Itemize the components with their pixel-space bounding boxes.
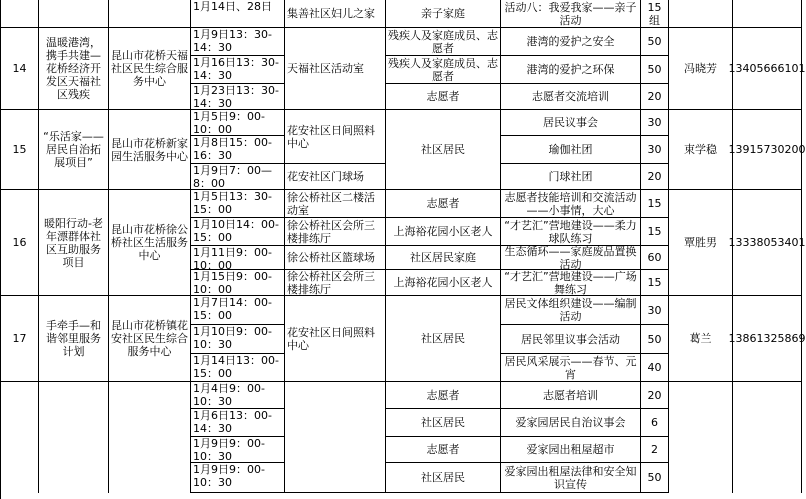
contact-person: 束学稳	[669, 110, 733, 190]
contact-phone	[733, 382, 802, 493]
activity-place: 集善社区妇儿之家	[285, 0, 386, 28]
activity-place: 天福社区活动室	[285, 28, 386, 110]
activity-time: 1月14日13：00-15：00	[191, 354, 285, 382]
activity-time: 1月6日13：00-14：30	[191, 409, 285, 437]
activity-time: 1月10日14：00-15：00	[191, 218, 285, 246]
project-name: 温暖港湾，携手共建—花桥经济开发区天福社区残疾	[39, 28, 109, 110]
activity-place: 花安社区日间照料中心	[285, 296, 386, 382]
activity-content: 居民文体组织建设——编制活动	[501, 296, 641, 325]
target-group: 残疾人及家庭成员、志愿者	[386, 56, 501, 84]
target-group: 上海裕花园小区老人	[386, 270, 501, 296]
activity-place: 徐公桥社区篮球场	[285, 246, 386, 270]
activity-place: 徐公桥社区会所三楼排练厅	[285, 218, 386, 246]
target-group: 上海裕花园小区老人	[386, 218, 501, 246]
participant-count: 20	[641, 382, 669, 409]
activity-time: 1月8日15：00-16：30	[191, 136, 285, 164]
organizer: 昆山市花桥天福社区民生综合服务中心	[109, 28, 191, 110]
contact-person	[669, 0, 733, 28]
contact-person: 葛兰	[669, 296, 733, 382]
activity-time: 1月15日9：00-10：00	[191, 270, 285, 296]
organizer: 昆山市花桥新家园生活服务中心	[109, 110, 191, 190]
activity-time: 1月5日13：30-15：00	[191, 190, 285, 218]
activity-place: 花安社区门球场	[285, 164, 386, 190]
activity-content: 门球社团	[501, 164, 641, 190]
activity-content: 志愿者技能培训和交流活动——小事情，大心	[501, 190, 641, 218]
target-group: 残疾人及家庭成员、志愿者	[386, 28, 501, 56]
activity-content: 瑜伽社团	[501, 136, 641, 164]
participant-count: 20	[641, 84, 669, 110]
activity-time: 1月11日9：00-10：00	[191, 246, 285, 270]
participant-count: 15	[641, 190, 669, 218]
participant-count: 50	[641, 28, 669, 56]
organizer: 昆山市花桥徐公桥社区生活服务中心	[109, 190, 191, 296]
project-name	[39, 382, 109, 493]
participant-count: 2	[641, 437, 669, 463]
participant-count: 50	[641, 56, 669, 84]
activity-time: 1月14日、28日	[191, 0, 285, 28]
participant-count: 60	[641, 246, 669, 270]
participant-count: 15	[641, 218, 669, 246]
activity-content: 活动八：我爱我家——亲子活动	[501, 0, 641, 28]
activity-place: 花安社区日间照料中心	[285, 110, 386, 164]
row-number: 16	[1, 190, 39, 296]
activity-content: 爱家园出租屋法律和安全知识宣传	[501, 463, 641, 493]
contact-phone	[733, 0, 802, 28]
activity-time: 1月9日9：00-10：30	[191, 463, 285, 493]
activity-place: 徐公桥社区二楼活动室	[285, 190, 386, 218]
contact-phone: 13405666101	[733, 28, 802, 110]
participant-count: 15	[641, 270, 669, 296]
activity-place: 徐公桥社区会所三楼排练厅	[285, 270, 386, 296]
target-group: 社区居民	[386, 409, 501, 437]
activity-time: 1月7日14：00-15：00	[191, 296, 285, 325]
participant-count: 15组	[641, 0, 669, 28]
activity-place	[285, 382, 386, 493]
activity-content: 爱家园居民自治议事会	[501, 409, 641, 437]
participant-count: 30	[641, 110, 669, 136]
participant-count: 50	[641, 463, 669, 493]
activity-content: 生态循环——家庭废品置换活动	[501, 246, 641, 270]
project-name: 暖阳行动-老年漂群体社区互助服务项目	[39, 190, 109, 296]
participant-count: 50	[641, 325, 669, 354]
activity-time: 1月23日13：30-14：30	[191, 84, 285, 110]
project-name: “乐活家——居民自治拓展项目”	[39, 110, 109, 190]
activity-time: 1月9日13：30-14：30	[191, 28, 285, 56]
organizer	[109, 382, 191, 493]
activity-time: 1月5日9：00-10：00	[191, 110, 285, 136]
project-name: 手牵手—和谐邻里服务计划	[39, 296, 109, 382]
target-group: 社区居民	[386, 463, 501, 493]
activity-time: 1月9日7：00—8：00	[191, 164, 285, 190]
target-group: 志愿者	[386, 437, 501, 463]
activity-content: 港湾的爱护之环保	[501, 56, 641, 84]
participant-count: 30	[641, 136, 669, 164]
participant-count: 6	[641, 409, 669, 437]
row-number: 15	[1, 110, 39, 190]
organizer: 昆山市花桥镇花安社区民生综合服务中心	[109, 296, 191, 382]
activity-content: 居民风采展示——春节、元宵	[501, 354, 641, 382]
activity-content: 港湾的爱护之安全	[501, 28, 641, 56]
activity-time: 1月4日9：00-10：30	[191, 382, 285, 409]
target-group: 志愿者	[386, 190, 501, 218]
project-name	[39, 0, 109, 28]
contact-phone: 13338053401	[733, 190, 802, 296]
contact-phone: 13915730200	[733, 110, 802, 190]
activity-content: 志愿者培训	[501, 382, 641, 409]
contact-person	[669, 382, 733, 493]
activity-content: 爱家园出租屋超市	[501, 437, 641, 463]
target-group: 志愿者	[386, 84, 501, 110]
participant-count: 40	[641, 354, 669, 382]
activity-content: “才艺汇”营地建设——柔力球队练习	[501, 218, 641, 246]
row-number: 14	[1, 28, 39, 110]
organizer	[109, 0, 191, 28]
activity-time: 1月10日9：00-10：30	[191, 325, 285, 354]
contact-person: 覃胜男	[669, 190, 733, 296]
activity-content: 居民邻里议事会活动	[501, 325, 641, 354]
row-number	[1, 382, 39, 493]
target-group: 志愿者	[386, 382, 501, 409]
target-group: 亲子家庭	[386, 0, 501, 28]
participant-count: 20	[641, 164, 669, 190]
activity-content: 居民议事会	[501, 110, 641, 136]
target-group: 社区居民	[386, 296, 501, 382]
activity-content: 志愿者交流培训	[501, 84, 641, 110]
contact-phone: 13861325869	[733, 296, 802, 382]
participant-count: 30	[641, 296, 669, 325]
target-group: 社区居民	[386, 110, 501, 190]
activity-time: 1月9日9：00-10：30	[191, 437, 285, 463]
activity-time: 1月16日13：30-14：30	[191, 56, 285, 84]
row-number: 17	[1, 296, 39, 382]
target-group: 社区居民家庭	[386, 246, 501, 270]
activity-content: “才艺汇”营地建设——广场舞练习	[501, 270, 641, 296]
contact-person: 冯晓芳	[669, 28, 733, 110]
row-number	[1, 0, 39, 28]
